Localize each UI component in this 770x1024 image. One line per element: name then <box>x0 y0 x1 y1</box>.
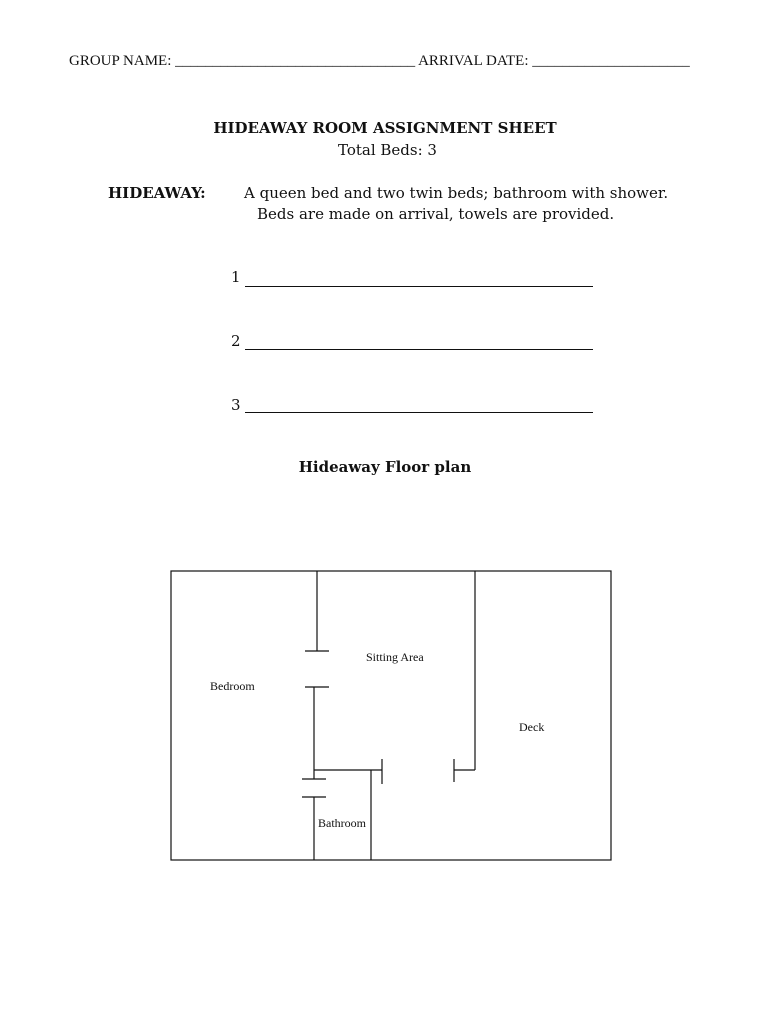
slot-number-3: 3 <box>231 396 241 414</box>
room-description-line-1: A queen bed and two twin beds; bathroom with shower. <box>244 184 669 202</box>
label-bedroom: Bedroom <box>210 679 255 693</box>
arrival-date-blank[interactable]: _____________________ <box>532 53 690 69</box>
group-name-blank[interactable]: ________________________________ <box>175 53 416 69</box>
room-label: HIDEAWAY: <box>108 184 206 202</box>
sheet-title: HIDEAWAY ROOM ASSIGNMENT SHEET <box>213 119 557 137</box>
group-name-label: GROUP NAME: <box>69 53 172 69</box>
floor-plan-title: Hideaway Floor plan <box>298 458 472 476</box>
floor-plan-outline <box>171 571 611 860</box>
slot-number-2: 2 <box>231 332 241 350</box>
label-deck: Deck <box>519 720 545 734</box>
room-description-line-2: Beds are made on arrival, towels are provided. <box>257 205 615 223</box>
label-sitting-area: Sitting Area <box>366 650 424 664</box>
slot-number-1: 1 <box>231 268 241 286</box>
label-bathroom: Bathroom <box>318 816 366 830</box>
arrival-date-label: ARRIVAL DATE: <box>418 53 529 69</box>
total-beds: Total Beds: 3 <box>338 141 437 159</box>
